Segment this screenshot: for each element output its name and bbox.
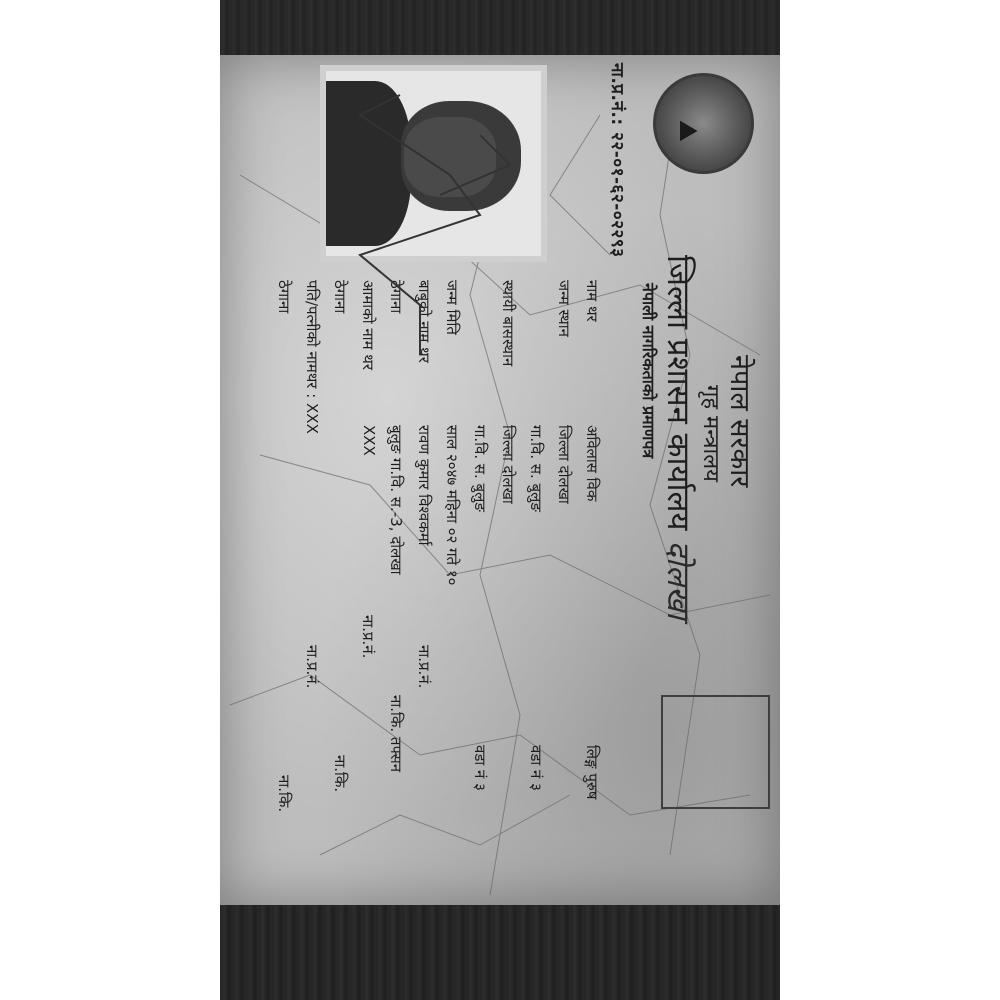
value-father-name: रावण कुमार विश्वकर्मा	[415, 425, 433, 546]
label-father-name: बाबुको नाम थर	[415, 280, 433, 363]
label-birthplace: जन्म स्थान	[555, 280, 573, 337]
value-father-address: बुलुङ गा.वि. स.-3, दोलखा	[387, 425, 405, 575]
spouse-citizenship-type: ना.कि.	[275, 775, 293, 813]
value-permanent-district: जिल्ला दोलखा	[499, 425, 517, 504]
value-mother-name: XXX	[360, 425, 378, 456]
certificate-title: नेपाली नागरिकताको प्रमाणपत्र	[639, 283, 658, 459]
value-gender: लिङ्ग पुरुष	[583, 745, 601, 800]
spouse-citizenship-no: ना.प्र.नं.	[303, 645, 321, 689]
father-citizenship-type: ना.कि. तफ्सन	[387, 695, 405, 773]
value-birth-date: साल २०४७ महिना ०२ गते १०	[443, 425, 461, 586]
label-permanent-address: स्थायी बासस्थान	[499, 280, 517, 367]
wooden-surface-top	[220, 0, 780, 55]
father-citizenship-no: ना.प्र.नं.	[415, 645, 433, 689]
value-spouse-name: XXX	[303, 403, 321, 434]
signature-scribble	[220, 55, 780, 905]
label-spouse-address: ठेगाना	[275, 280, 293, 314]
value-birthplace-district: जिल्ला दोलखा	[555, 425, 573, 504]
mother-citizenship-type: ना.कि.	[331, 755, 349, 793]
label-mother-name: आमाको नाम थर	[359, 280, 377, 371]
citizenship-serial-number: ना.प्र.नं.: २२-०१-६२-०२२९३	[607, 63, 627, 258]
citizenship-card	[220, 55, 780, 905]
card-content	[220, 55, 780, 905]
document-photo	[220, 0, 780, 1000]
label-spouse-name: पति/पत्नीको नामथर : XXX	[303, 280, 321, 434]
label-father-address: ठेगाना	[387, 280, 405, 314]
office-district: दोलखा	[660, 540, 696, 620]
label-spouse-name-text: पति/पत्नीको नामथर	[303, 280, 321, 389]
value-permanent-vdc: गा.वि. स. बुलुङ	[471, 425, 489, 512]
mother-citizenship-no: ना.प्र.नं.	[359, 615, 377, 659]
value-birthplace-ward: वडा नं ३	[527, 745, 545, 791]
value-permanent-ward: वडा नं ३	[471, 745, 489, 791]
value-birthplace-vdc: गा.वि. स. बुलुङ	[527, 425, 545, 512]
value-name: अविलास विक	[583, 425, 601, 502]
ministry-heading: गृह मन्त्रालय	[698, 385, 723, 482]
office-name: जिल्ला प्रशासन कार्यालय	[660, 255, 696, 531]
label-name: नाम थर	[583, 280, 601, 322]
label-mother-address: ठेगाना	[331, 280, 349, 314]
nepal-emblem-icon: ⛰	[673, 120, 703, 142]
wooden-surface-bottom	[220, 905, 780, 1000]
label-birth-date: जन्म मिति	[443, 280, 461, 335]
government-heading: नेपाल सरकार	[724, 355, 755, 488]
